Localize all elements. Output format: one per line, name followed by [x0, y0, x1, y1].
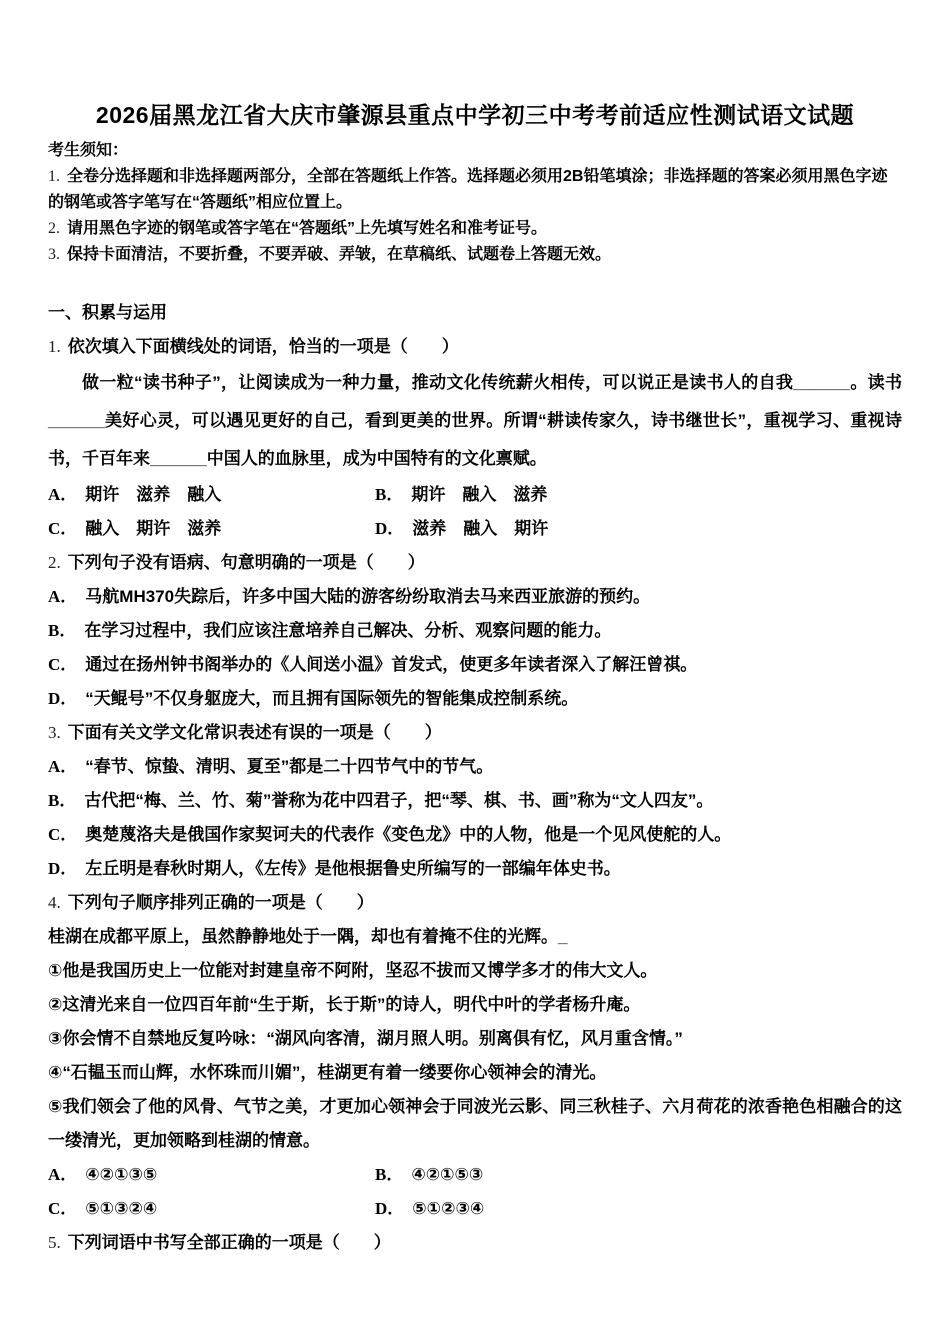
question-stem-text: 依次填入下面横线处的词语，恰当的一项是（ ）	[67, 337, 459, 356]
options-grid	[48, 478, 902, 546]
option-label: A．	[48, 485, 78, 504]
option-text: 奥楚蔑洛夫是俄国作家契诃夫的代表作《变色龙》中的人物，他是一个见风使舵的人。	[85, 825, 732, 844]
question-stem-text: 下面有关文学文化常识表述有误的一项是（ ）	[67, 723, 442, 742]
question-stem	[48, 716, 902, 750]
question-intro: 桂湖在成都平原上，虽然静静地处于一隅，却也有着掩不住的光辉。_	[48, 927, 568, 946]
option-c	[48, 1192, 375, 1226]
ordering-sentence-4: ④“石韫玉而山辉，水怀珠而川媚”，桂湖更有着一缕要你心领神会的清光。	[48, 1063, 607, 1082]
option-text: 马航MH370失踪后，许多中国大陆的游客纷纷取消去马来西亚旅游的预约。	[85, 587, 651, 606]
question-stem-text: 下列句子顺序排列正确的一项是（ ）	[67, 893, 374, 912]
option-text: 在学习过程中，我们应该注意培养自己解决、分析、观察问题的能力。	[84, 621, 612, 640]
question-4	[48, 886, 902, 1226]
option-text: 期许 滋养 融入	[85, 485, 222, 504]
option-d	[48, 682, 902, 716]
option-b	[375, 1158, 902, 1192]
option-label: A．	[48, 1165, 78, 1184]
notice-item-text: 全卷分选择题和非选择题两部分，全部在答题纸上作答。选择题必须用2B铅笔填涂；非选择题的答案必须用黑色字迹的钢笔或答字笔写在“答题纸”相应位置上。	[48, 168, 888, 211]
option-text: 左丘明是春秋时期人，《左传》是他根据鲁史所编写的一部编年体史书。	[85, 859, 621, 878]
option-label: D．	[48, 859, 78, 878]
question-stem	[48, 546, 902, 580]
notice-item	[48, 242, 902, 268]
option-c	[48, 818, 902, 852]
page-title: 2026届黑龙江省大庆市肇源县重点中学初三中考考前适应性测试语文试题	[95, 102, 855, 128]
question-stem-text: 下列词语中书写全部正确的一项是（ ）	[67, 1233, 391, 1252]
notice-section	[48, 138, 902, 268]
question-number: 3.	[48, 723, 61, 742]
question-2	[48, 546, 902, 716]
ordering-sentence-5: ⑤我们领会了他的风骨、气节之美，才更加心领神会于同波光云影、同三秋桂子、六月荷花的浓香艳色相融合的这一缕清光，更加领略到桂湖的情意。	[48, 1097, 902, 1150]
notice-item	[48, 216, 902, 242]
option-label: D．	[375, 1199, 405, 1218]
option-d	[375, 1192, 902, 1226]
option-a	[48, 750, 902, 784]
option-text: “春节、惊蛰、清明、夏至”都是二十四节气中的节气。	[85, 757, 494, 776]
notice-heading: 考生须知：	[48, 142, 129, 159]
option-label: B．	[375, 1165, 404, 1184]
option-a	[48, 478, 375, 512]
option-label: B．	[48, 791, 77, 810]
question-number: 1.	[48, 337, 61, 356]
question-stem-text: 下列句子没有语病、句意明确的一项是（ ）	[67, 553, 425, 572]
option-text: ④②①③⑤	[85, 1165, 158, 1184]
exam-body	[48, 296, 902, 1260]
notice-item-number: 3.	[48, 246, 60, 263]
option-text: ④②①⑤③	[411, 1165, 484, 1184]
option-text: 期许 融入 滋养	[411, 485, 548, 504]
option-label: C．	[48, 1199, 78, 1218]
option-label: B．	[375, 485, 404, 504]
option-d	[375, 512, 902, 546]
question-number: 5.	[48, 1233, 61, 1252]
section-heading: 一、积累与运用	[48, 303, 167, 322]
option-label: B．	[48, 621, 77, 640]
option-label: D．	[48, 689, 78, 708]
ordering-sentence-3: ③你会情不自禁地反复吟咏：“湖风向客清，湖月照人明。别离俱有忆，风月重含情。”	[48, 1029, 683, 1048]
option-c	[48, 648, 902, 682]
option-text: ⑤①③②④	[85, 1199, 158, 1218]
option-label: D．	[375, 519, 405, 538]
option-d	[48, 852, 902, 886]
question-passage: 做一粒“读书种子”，让阅读成为一种力量，推动文化传统薪火相传，可以说正是读书人的自我______。读书______美好心灵，可以遇见更好的自己，看到更美的世界。所谓“耕读传家久，诗书继世长”，重视学习、重视诗书，千百年来______中国人的血脉里，成为中国特有的文化禀赋。	[48, 373, 902, 468]
option-a	[48, 1158, 375, 1192]
option-text: 古代把“梅、兰、竹、菊”誉称为花中四君子，把“琴、棋、书、画”称为“文人四友”。	[84, 791, 714, 810]
option-label: A．	[48, 757, 78, 776]
question-5	[48, 1226, 902, 1260]
options-grid	[48, 1158, 902, 1226]
option-label: C．	[48, 655, 78, 674]
question-stem	[48, 1226, 902, 1260]
question-stem	[48, 886, 902, 920]
option-a	[48, 580, 902, 614]
notice-item-text: 保持卡面清洁，不要折叠，不要弄破、弄皱，在草稿纸、试题卷上答题无效。	[67, 246, 612, 263]
option-text: 通过在扬州钟书阁举办的《人间送小温》首发式，使更多年读者深入了解汪曾祺。	[85, 655, 698, 674]
option-label: A．	[48, 587, 78, 606]
question-number: 4.	[48, 893, 61, 912]
option-c	[48, 512, 375, 546]
ordering-sentence-2: ②这清光来自一位四百年前“生于斯，长于斯”的诗人，明代中叶的学者杨升庵。	[48, 995, 641, 1014]
option-b	[48, 614, 902, 648]
option-label: C．	[48, 825, 78, 844]
question-3	[48, 716, 902, 886]
option-label: C．	[48, 519, 78, 538]
notice-item	[48, 164, 902, 216]
question-stem	[48, 330, 902, 364]
question-1	[48, 330, 902, 546]
option-text: 滋养 融入 期许	[412, 519, 549, 538]
ordering-sentence-1: ①他是我国历史上一位能对封建皇帝不阿附，坚忍不拔而又博学多才的伟大文人。	[48, 961, 658, 980]
notice-item-number: 1.	[48, 168, 60, 185]
notice-item-number: 2.	[48, 220, 60, 237]
option-text: “天鲲号”不仅身躯庞大，而且拥有国际领先的智能集成控制系统。	[85, 689, 579, 708]
option-text: ⑤①②③④	[412, 1199, 485, 1218]
option-b	[375, 478, 902, 512]
question-number: 2.	[48, 553, 61, 572]
notice-item-text: 请用黑色字迹的钢笔或答字笔在“答题纸”上先填写姓名和准考证号。	[67, 220, 548, 237]
option-text: 融入 期许 滋养	[85, 519, 222, 538]
option-b	[48, 784, 902, 818]
